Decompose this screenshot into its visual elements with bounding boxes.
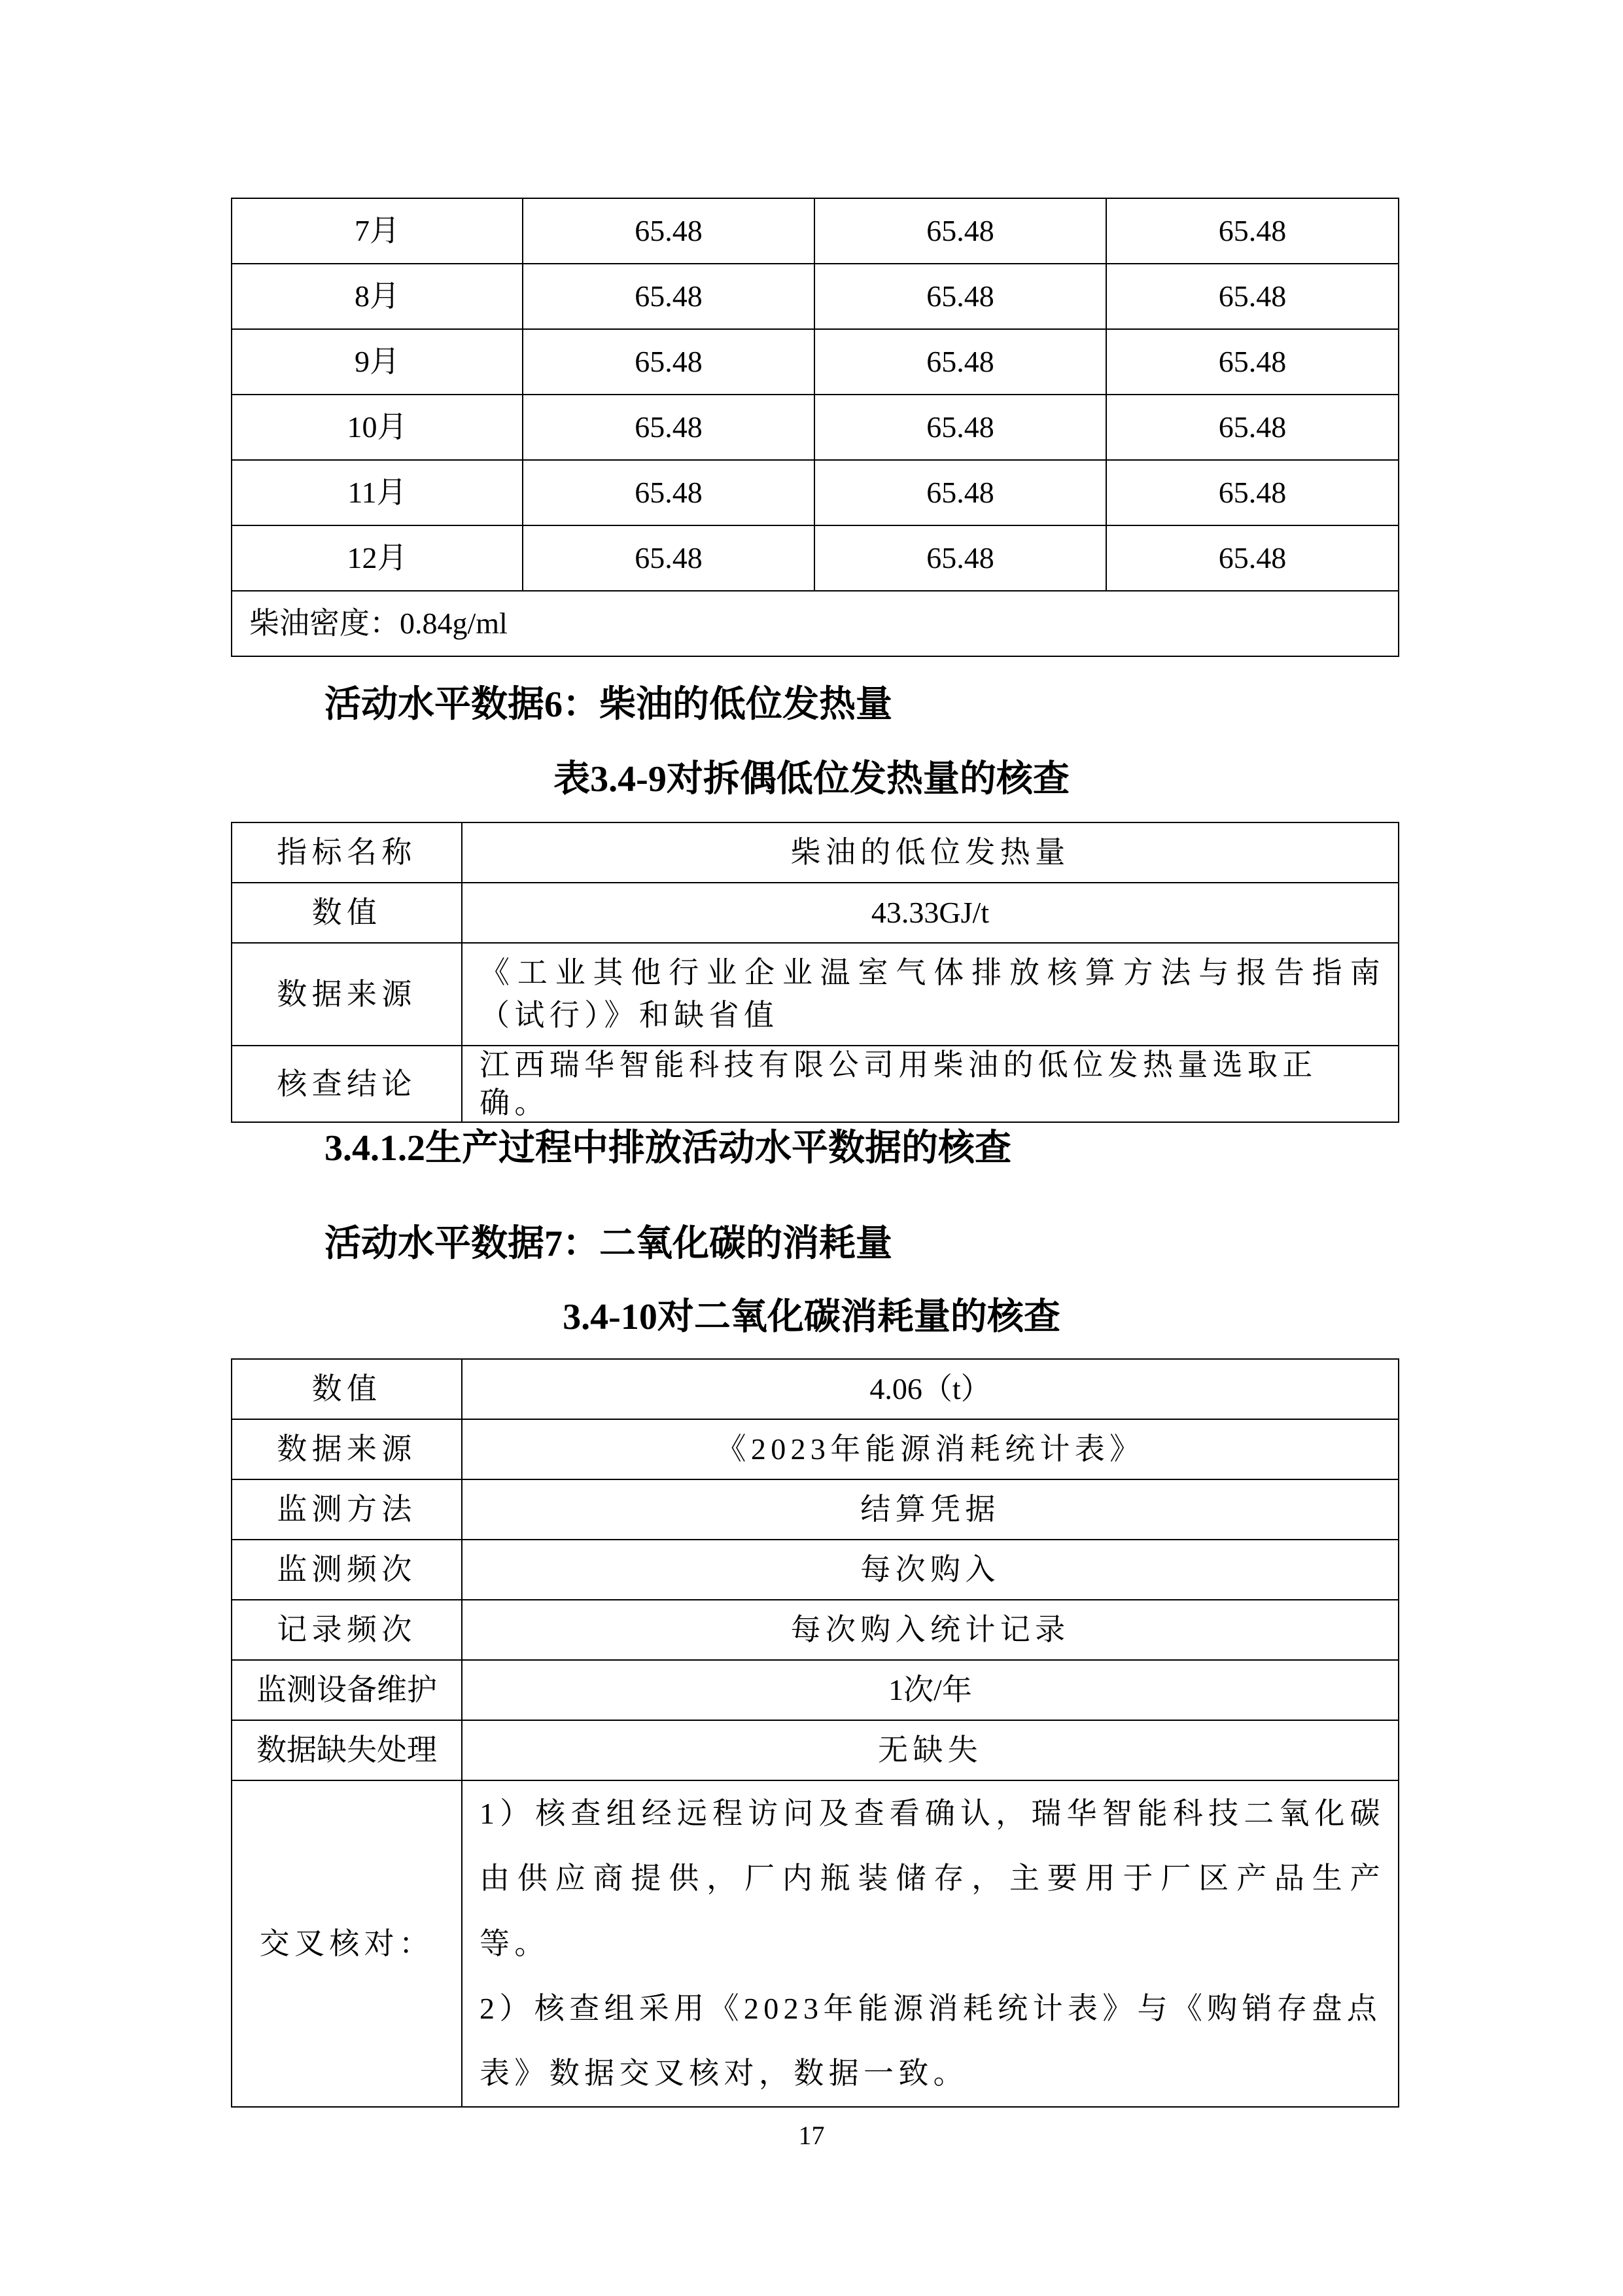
table-row	[232, 1479, 1399, 1540]
month-cell: 7月	[232, 198, 523, 264]
row-label: 数据来源	[232, 1419, 462, 1479]
table-row	[232, 198, 1399, 264]
value-cell: 65.48	[814, 395, 1106, 460]
section-heading: 3.4.1.2生产过程中排放活动水平数据的核查	[324, 1128, 1011, 1169]
row-value: 每次购入统计记录	[462, 1600, 1399, 1660]
value-cell: 65.48	[523, 395, 814, 460]
month-cell: 9月	[232, 329, 523, 395]
value-cell: 65.48	[523, 264, 814, 329]
value-cell: 65.48	[1106, 460, 1399, 525]
table-row	[232, 329, 1399, 395]
value-cell: 65.48	[814, 525, 1106, 591]
table-row	[232, 1540, 1399, 1600]
table-row	[232, 395, 1399, 460]
table-row	[232, 1600, 1399, 1660]
value-cell: 65.48	[1106, 198, 1399, 264]
table-row	[232, 591, 1399, 656]
row-value: 无缺失	[462, 1720, 1399, 1780]
value-cell: 65.48	[1106, 395, 1399, 460]
row-label: 指标名称	[232, 822, 462, 883]
value-cell: 65.48	[1106, 525, 1399, 591]
value-cell: 65.48	[814, 264, 1106, 329]
value-cell: 65.48	[1106, 329, 1399, 395]
row-value: 43.33GJ/t	[462, 883, 1399, 943]
value-cell: 65.48	[523, 460, 814, 525]
row-label: 监测方法	[232, 1479, 462, 1540]
cross-check-item-1: 1）核查组经远程访问及查看确认，瑞华智能科技二氧化碳由供应商提供，厂内瓶装储存，主要用于厂区产品生产等。	[480, 1797, 1385, 1960]
table-row	[232, 1660, 1399, 1720]
table-row	[232, 264, 1399, 329]
table-row	[232, 1780, 1399, 2107]
cross-check-item-2: 2）核查组采用《2023年能源消耗统计表》与《购销存盘点表》数据交叉核对，数据一致。	[480, 1992, 1382, 2091]
density-note: 柴油密度：0.84g/ml	[232, 591, 1399, 656]
row-value: 结算凭据	[462, 1479, 1399, 1540]
monthly-table	[231, 198, 1399, 657]
co2-consumption-table	[231, 1358, 1399, 2108]
row-value: 柴油的低位发热量	[462, 822, 1399, 883]
table-row	[232, 460, 1399, 525]
table-row	[232, 943, 1399, 1046]
table-row	[232, 822, 1399, 883]
value-cell: 65.48	[523, 525, 814, 591]
row-value: 《2023年能源消耗统计表》	[462, 1419, 1399, 1479]
activity6-heading: 活动水平数据6：柴油的低位发热量	[324, 684, 892, 725]
table-caption-3-4-9: 表3.4-9对拆偶低位发热量的核查	[553, 759, 1070, 800]
month-cell: 8月	[232, 264, 523, 329]
row-value: 每次购入	[462, 1540, 1399, 1600]
page-number: 17	[798, 2121, 825, 2150]
value-cell: 65.48	[523, 329, 814, 395]
row-value: 1次/年	[462, 1660, 1399, 1720]
table-row	[232, 1046, 1399, 1122]
row-label: 核查结论	[232, 1046, 462, 1122]
row-label: 数据来源	[232, 943, 462, 1046]
value-cell: 65.48	[814, 198, 1106, 264]
row-value: 江西瑞华智能科技有限公司用柴油的低位发热量选取正确。	[462, 1046, 1399, 1122]
row-label: 监测设备维护	[232, 1660, 462, 1720]
row-label: 交叉核对：	[232, 1780, 462, 2107]
table-row	[232, 1419, 1399, 1479]
row-label: 数据缺失处理	[232, 1720, 462, 1780]
cross-check-cell	[462, 1780, 1399, 2107]
row-value: 4.06（t）	[462, 1359, 1399, 1419]
value-cell: 65.48	[1106, 264, 1399, 329]
diesel-ncv-table	[231, 822, 1399, 1123]
month-cell: 11月	[232, 460, 523, 525]
row-label: 监测频次	[232, 1540, 462, 1600]
table-caption-3-4-10: 3.4-10对二氧化碳消耗量的核查	[563, 1297, 1060, 1337]
row-label: 数值	[232, 883, 462, 943]
value-cell: 65.48	[814, 460, 1106, 525]
row-label: 记录频次	[232, 1600, 462, 1660]
table-row	[232, 1359, 1399, 1419]
activity7-heading: 活动水平数据7：二氧化碳的消耗量	[324, 1224, 892, 1264]
row-label: 数值	[232, 1359, 462, 1419]
row-value: 《工业其他行业企业温室气体排放核算方法与报告指南（试行）》和缺省值	[462, 943, 1399, 1046]
table-row	[232, 883, 1399, 943]
month-cell: 10月	[232, 395, 523, 460]
month-cell: 12月	[232, 525, 523, 591]
table-row	[232, 1720, 1399, 1780]
value-cell: 65.48	[814, 329, 1106, 395]
table-row	[232, 525, 1399, 591]
value-cell: 65.48	[523, 198, 814, 264]
